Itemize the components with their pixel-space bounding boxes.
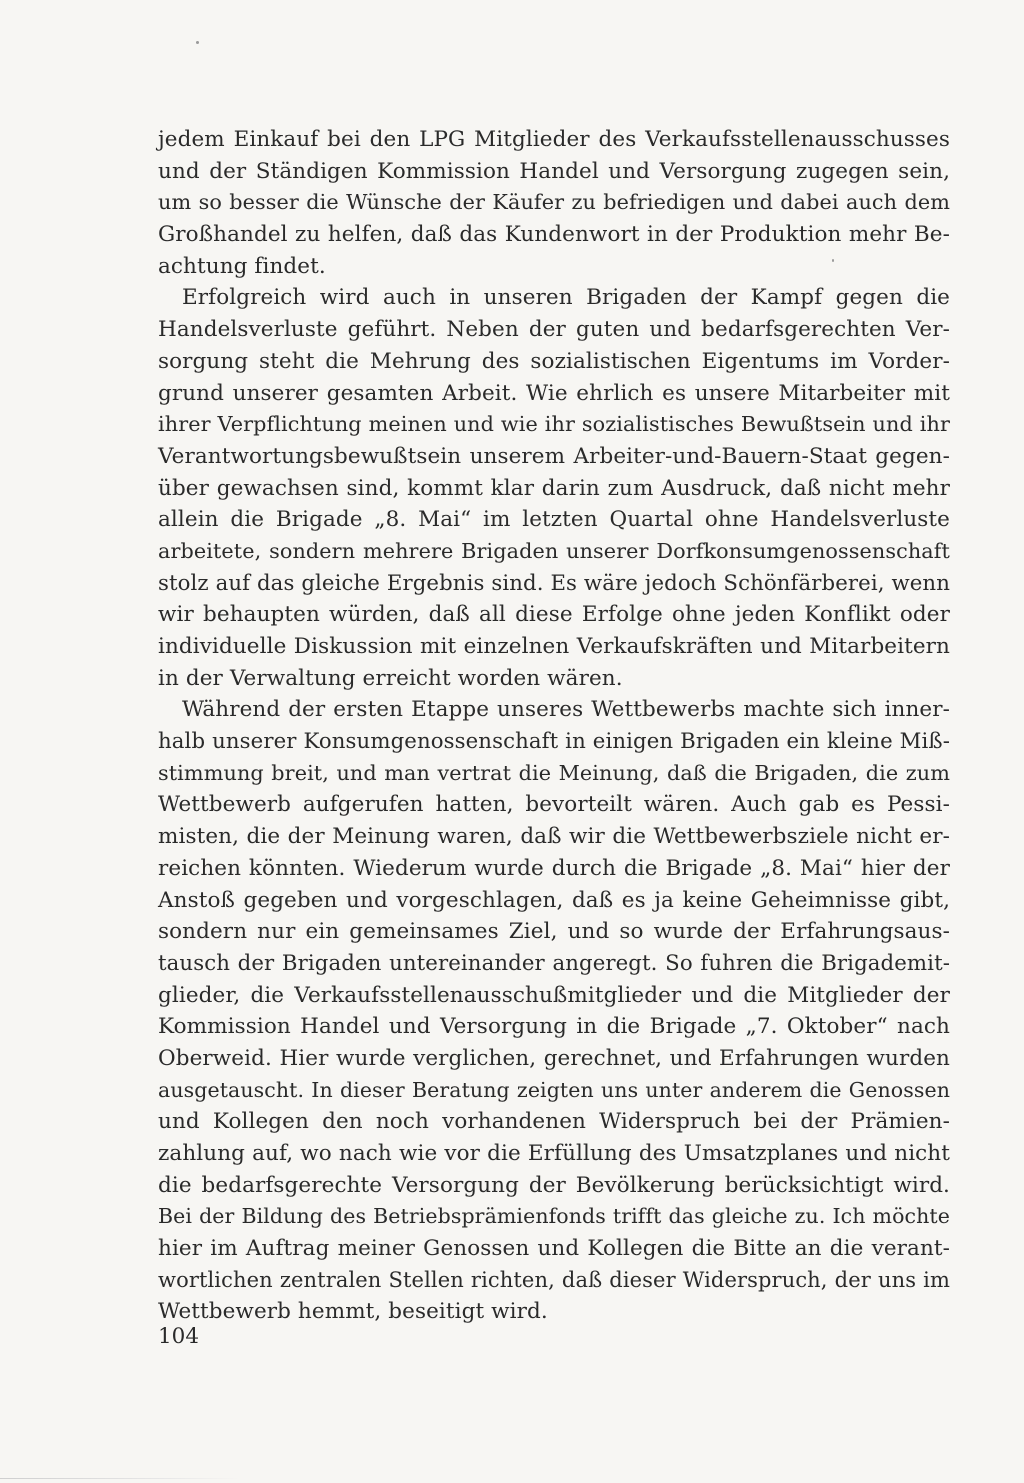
text-line: achtung findet.	[158, 253, 326, 279]
paper-speck-top	[196, 41, 199, 44]
paragraph-2	[158, 282, 950, 694]
text-line: halb unserer Konsumgenossenschaft in einigen Brigaden ein kleine Miß-	[158, 729, 950, 755]
text-line: grund unserer gesamten Arbeit. Wie ehrlich es unsere Mitarbeiter mit	[158, 380, 950, 406]
text-line: jedem Einkauf bei den LPG Mitglieder des Verkaufsstellenausschusses	[158, 127, 950, 152]
text-line: um so besser die Wünsche der Käufer zu befriedigen und dabei auch dem	[158, 190, 950, 215]
text-line: tausch der Brigaden untereinander angeregt. So fuhren die Brigademit-	[158, 950, 950, 976]
text-line: ihrer Verpflichtung meinen und wie ihr sozialistisches Bewußtsein und ihr	[158, 412, 950, 437]
text-line: in der Verwaltung erreicht worden wären.	[158, 665, 623, 691]
text-line: arbeitete, sondern mehrere Brigaden unserer Dorfkonsumgenossenschaft	[158, 538, 950, 563]
text-line: über gewachsen sind, kommt klar darin zum Ausdruck, daß nicht mehr	[158, 475, 950, 501]
text-line: hier im Auftrag meiner Genossen und Kollegen die Bitte an die verant-	[158, 1236, 950, 1262]
page-number: 104	[158, 1324, 200, 1349]
text-line: Handelsverluste geführt. Neben der guten und bedarfsgerechten Ver-	[158, 317, 950, 343]
text-line: wir behaupten würden, daß all diese Erfolge ohne jeden Konflikt oder	[158, 602, 950, 628]
text-line: und der Ständigen Kommission Handel und Versorgung zugegen sein,	[158, 158, 950, 184]
text-line: Während der ersten Etappe unseres Wettbewerbs machte sich inner-	[182, 697, 950, 723]
text-line: allein die Brigade „8. Mai“ im letzten Quartal ohne Handelsverluste	[158, 507, 950, 533]
paragraph-1	[158, 124, 950, 282]
text-line: wortlichen zentralen Stellen richten, daß dieser Widerspruch, der uns im	[158, 1267, 950, 1292]
text-line: Oberweid. Hier wurde verglichen, gerechnet, und Erfahrungen wurden	[158, 1045, 950, 1071]
scan-edge-line	[0, 1478, 240, 1479]
text-line: sondern nur ein gemeinsames Ziel, und so wurde der Erfahrungsaus-	[158, 919, 950, 945]
body-text	[158, 124, 950, 1328]
text-line: glieder, die Verkaufsstellenausschußmitglieder und die Mitglieder der	[158, 982, 950, 1008]
text-line: Erfolgreich wird auch in unseren Brigaden der Kampf gegen die	[182, 285, 950, 311]
text-line: Anstoß gegeben und vorgeschlagen, daß es ja keine Geheimnisse gibt,	[158, 887, 950, 913]
text-line: Wettbewerb aufgerufen hatten, bevorteilt wären. Auch gab es Pessi-	[158, 792, 950, 818]
text-line: reichen könnten. Wiederum wurde durch die Brigade „8. Mai“ hier der	[158, 855, 950, 881]
text-line: die bedarfsgerechte Versorgung der Bevölkerung berücksichtigt wird.	[158, 1172, 950, 1198]
text-line: misten, die der Meinung waren, daß wir die Wettbewerbsziele nicht er-	[158, 824, 950, 850]
text-line: stolz auf das gleiche Ergebnis sind. Es wäre jedoch Schönfärberei, wenn	[158, 570, 950, 596]
text-line: Bei der Bildung des Betriebsprämienfonds trifft das gleiche zu. Ich möchte	[158, 1204, 950, 1229]
text-line: stimmung breit, und man vertrat die Meinung, daß die Brigaden, die zum	[158, 760, 950, 785]
text-line: zahlung auf, wo nach wie vor die Erfüllung des Umsatzplanes und nicht	[158, 1141, 950, 1166]
text-line: sorgung steht die Mehrung des sozialistischen Eigentums im Vorder-	[158, 348, 950, 374]
text-line: Großhandel zu helfen, daß das Kundenwort in der Produktion mehr Be-	[158, 222, 950, 248]
text-line: und Kollegen den noch vorhandenen Widerspruch bei der Prämien-	[158, 1109, 950, 1135]
text-line: individuelle Diskussion mit einzelnen Verkaufskräften und Mitarbeitern	[158, 634, 950, 659]
text-line: Wettbewerb hemmt, beseitigt wird.	[158, 1299, 548, 1325]
paragraph-3	[158, 694, 950, 1328]
text-line: Kommission Handel und Versorgung in die Brigade „7. Oktober“ nach	[158, 1014, 950, 1040]
text-line: Verantwortungsbewußtsein unserem Arbeiter-und-Bauern-Staat gegen-	[158, 443, 950, 469]
text-line: ausgetauscht. In dieser Beratung zeigten uns unter anderem die Genossen	[158, 1077, 950, 1102]
